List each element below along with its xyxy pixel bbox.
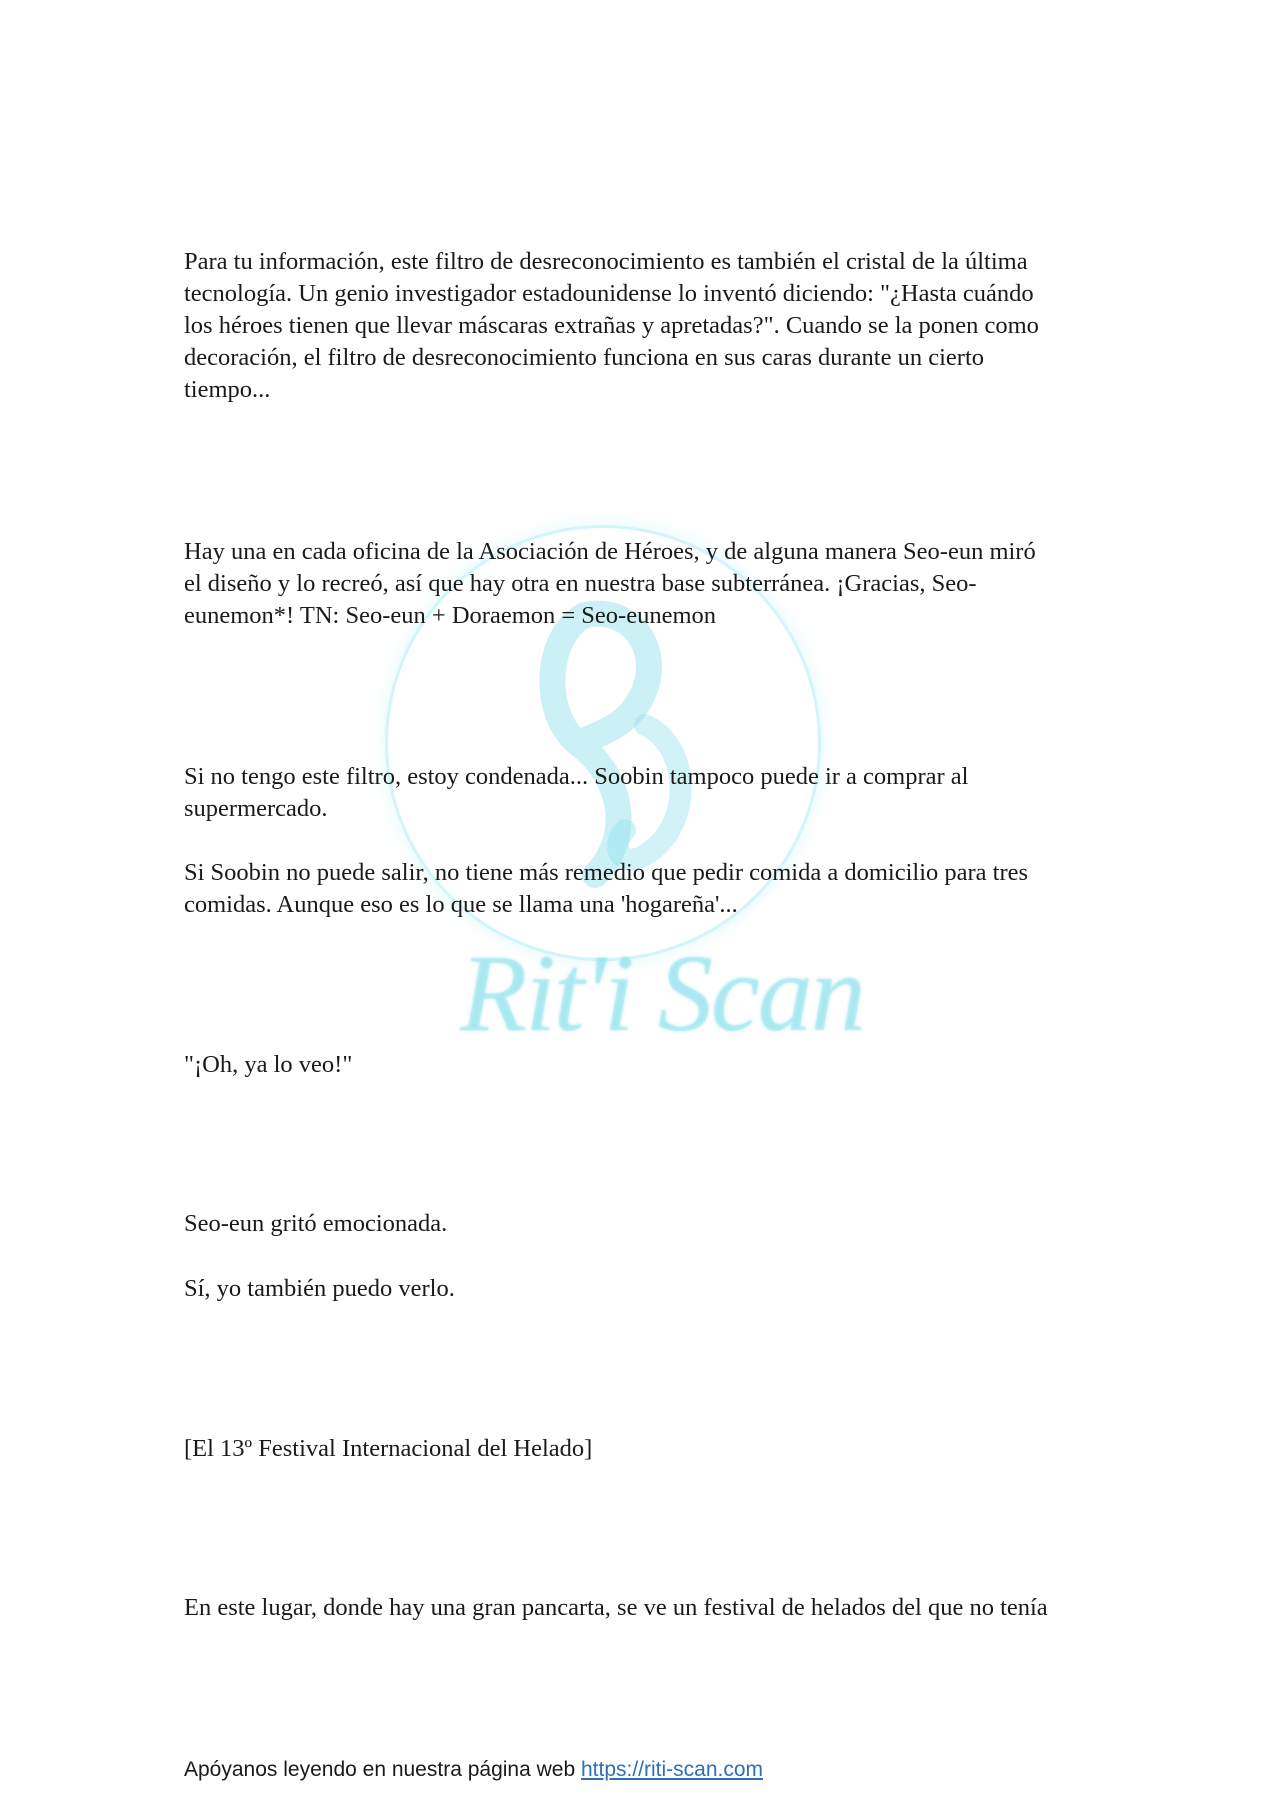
footer	[184, 1758, 763, 1782]
paragraph-i-see-it: Sí, yo también puedo verlo.	[184, 1275, 455, 1302]
watermark-text: Rit'i Scan	[460, 932, 864, 1054]
paragraph-filter-info: Para tu información, este filtro de desreconocimiento es también el cristal de la última tecnología. Un genio investigador estadounidense lo inventó diciendo: "¿Hasta cuándo los héroes tienen que llevar máscaras extrañas y apretadas?". Cuando se la ponen como decoración, el filtro de desreconocimiento funciona en sus caras durante un cierto tiempo...	[184, 248, 1039, 403]
paragraph-seo-eun-shouted: Seo-eun gritó emocionada.	[184, 1210, 448, 1237]
footer-text: Apóyanos leyendo en nuestra página web	[184, 1758, 581, 1781]
paragraph-festival-place: En este lugar, donde hay una gran pancarta, se ve un festival de helados del que no tenía	[184, 1594, 1048, 1621]
paragraph-hero-association: Hay una en cada oficina de la Asociación de Héroes, y de alguna manera Seo-eun miró el diseño y lo recreó, así que hay otra en nuestra base subterránea. ¡Gracias, Seo- eunemon*! TN: Seo-eun + Doraemon = Seo-eunemon	[184, 538, 1036, 629]
paragraph-condemned: Si no tengo este filtro, estoy condenada... Soobin tampoco puede ir a comprar al supermercado.	[184, 763, 969, 822]
paragraph-soobin-delivery: Si Soobin no puede salir, no tiene más remedio que pedir comida a domicilio para tres comidas. Aunque eso es lo que se llama una 'hogareña'...	[184, 859, 1029, 918]
paragraph-festival-banner: [El 13º Festival Internacional del Helado]	[184, 1435, 593, 1462]
watermark-logo-icon	[525, 595, 705, 895]
footer-link[interactable]: https://riti-scan.com	[580, 1758, 764, 1781]
paragraph-exclamation: "¡Oh, ya lo veo!"	[184, 1051, 353, 1078]
